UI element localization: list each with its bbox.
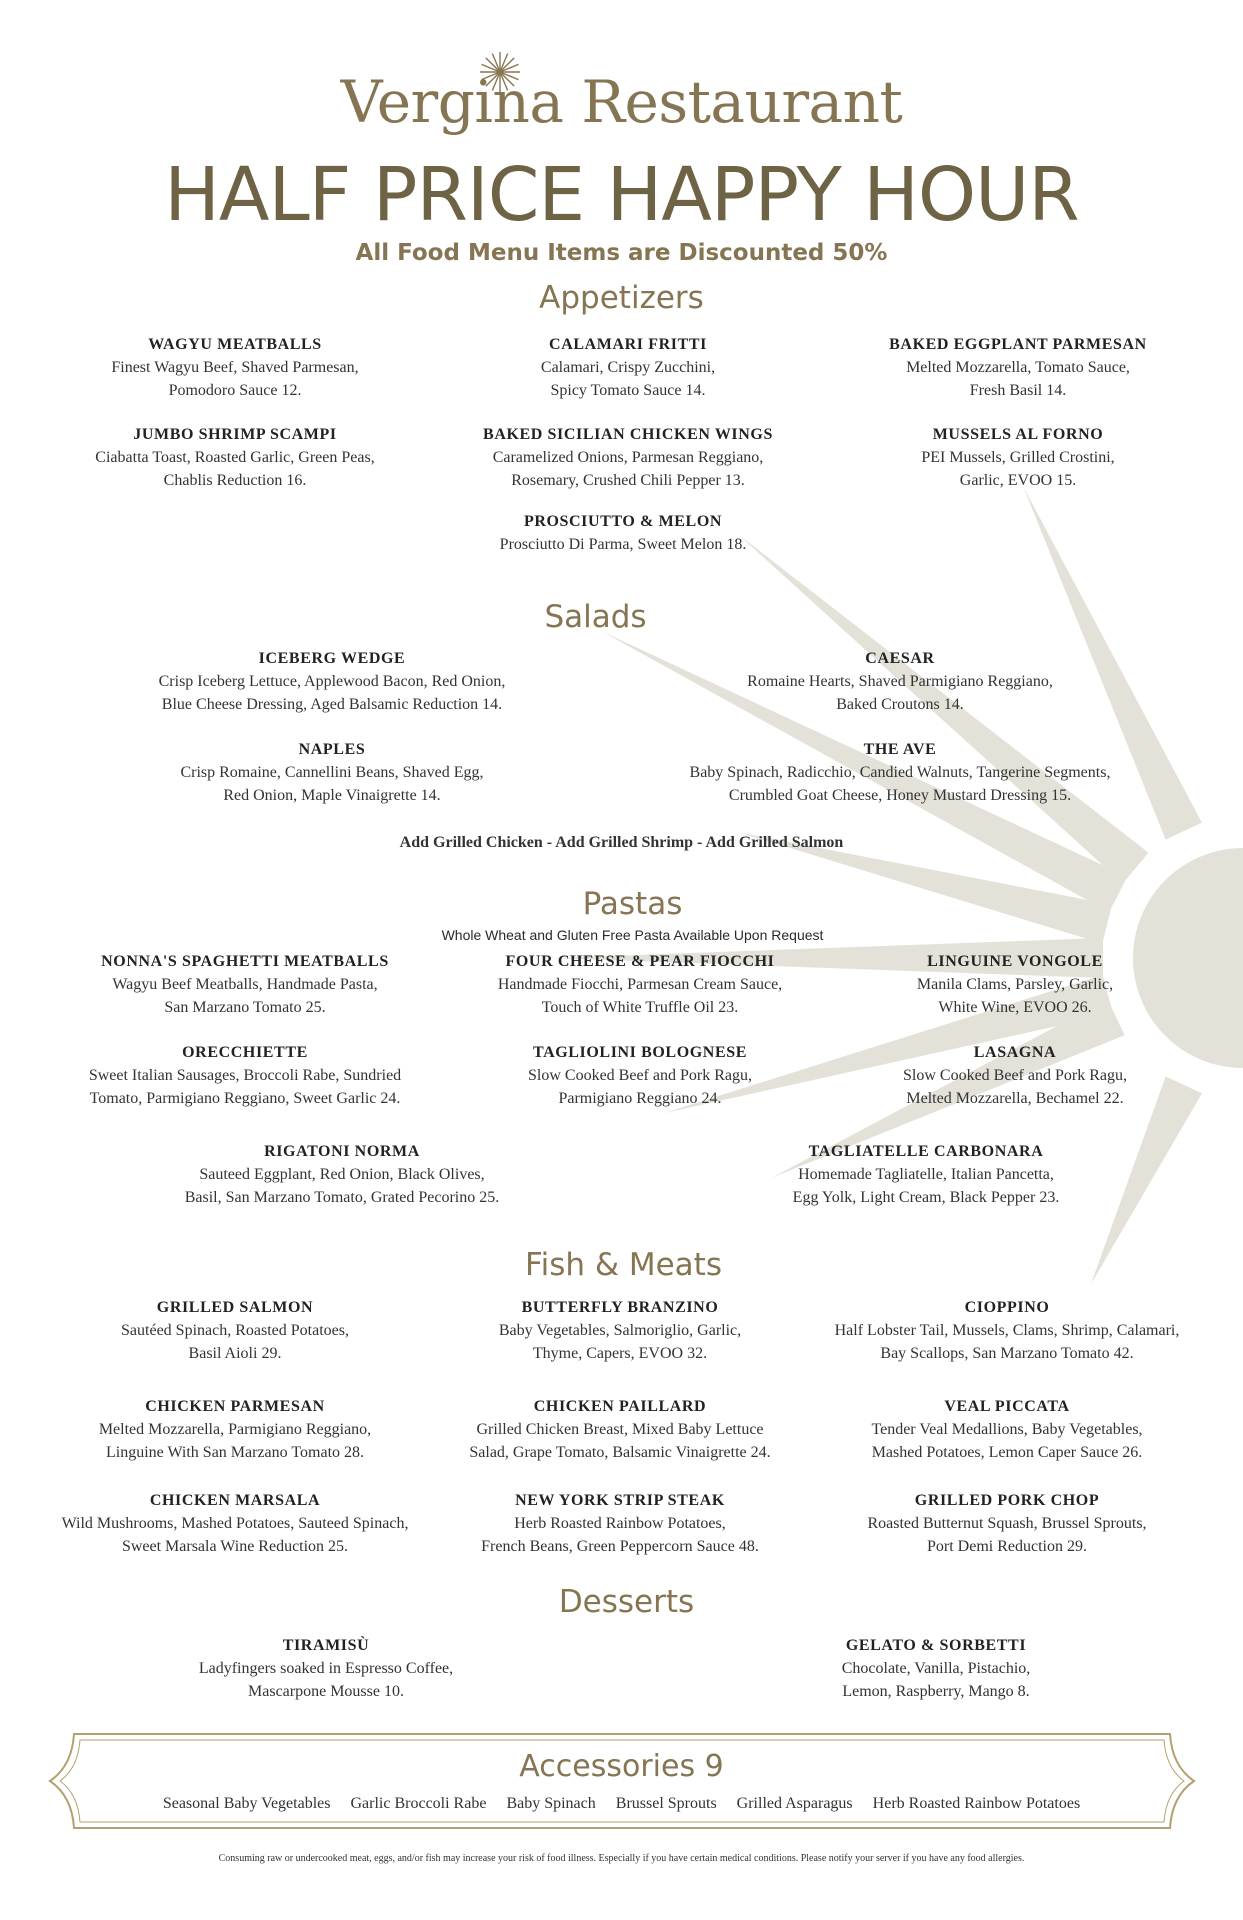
item-desc: Melted Mozzarella, Tomato Sauce, <box>906 359 1130 376</box>
menu-item <box>45 1396 425 1464</box>
food-allergy-disclaimer: Consuming raw or undercooked meat, eggs, and/or fish may increase your risk of food illness. Especially if you have certain medical conditions. Please notify your server if you have any food allergies. <box>218 1853 1025 1864</box>
section-title-appetizers: Appetizers <box>539 280 704 316</box>
menu-item <box>746 1635 1126 1703</box>
item-desc: Sweet Marsala Wine Reduction 25. <box>121 1538 349 1555</box>
item-desc: Melted Mozzarella, Parmigiano Reggiano, <box>98 1421 372 1438</box>
menu-item <box>430 1396 810 1464</box>
item-desc: Grilled Chicken Breast, Mixed Baby Lettuce <box>476 1421 764 1438</box>
item-desc: Slow Cooked Beef and Pork Ragu, <box>903 1067 1127 1084</box>
item-desc: Thyme, Capers, EVOO 32. <box>532 1345 708 1362</box>
menu-item <box>828 334 1208 402</box>
menu-item <box>828 424 1208 492</box>
item-name: MUSSELS AL FORNO <box>932 426 1104 443</box>
menu-item <box>45 334 425 402</box>
item-desc: Bay Scallops, San Marzano Tomato 42. <box>880 1345 1134 1362</box>
item-name: CHICKEN MARSALA <box>149 1492 321 1509</box>
item-desc: San Marzano Tomato 25. <box>164 999 326 1016</box>
menu-item <box>825 1042 1205 1110</box>
item-desc: Mashed Potatoes, Lemon Caper Sauce 26. <box>871 1444 1143 1461</box>
item-desc: Port Demi Reduction 29. <box>927 1538 1087 1555</box>
item-desc: Touch of White Truffle Oil 23. <box>541 999 739 1016</box>
menu-item <box>97 739 567 807</box>
accessories-list <box>0 1795 1243 1813</box>
menu-item <box>45 424 425 492</box>
item-name: RIGATONI NORMA <box>264 1143 420 1160</box>
accessory-item: Grilled Asparagus <box>736 1795 853 1812</box>
menu-item <box>438 424 818 492</box>
section-title-salads: Salads <box>544 599 647 635</box>
section-title-pastas: Pastas <box>582 886 683 922</box>
item-name: LINGUINE VONGOLE <box>927 953 1103 970</box>
item-desc: Caramelized Onions, Parmesan Reggiano, <box>492 449 764 466</box>
menu-item <box>45 1490 425 1558</box>
item-name: TAGLIOLINI BOLOGNESE <box>533 1044 747 1061</box>
section-title-desserts: Desserts <box>558 1584 695 1620</box>
item-desc: Salad, Grape Tomato, Balsamic Vinaigrette 24. <box>469 1444 771 1461</box>
item-desc: Blue Cheese Dressing, Aged Balsamic Reduction 14. <box>161 696 503 713</box>
restaurant-name: Vergina Restaurant <box>340 68 903 136</box>
menu-item <box>430 1297 810 1365</box>
salad-addons: Add Grilled Chicken - Add Grilled Shrimp - Add Grilled Salmon <box>399 834 844 851</box>
item-name: CHICKEN PAILLARD <box>533 1398 707 1415</box>
item-desc: Crisp Iceberg Lettuce, Applewood Bacon, Red Onion, <box>158 673 506 690</box>
item-desc: Crumbled Goat Cheese, Honey Mustard Dressing 15. <box>728 787 1072 804</box>
item-desc: Chablis Reduction 16. <box>163 472 307 489</box>
item-desc: Half Lobster Tail, Mussels, Clams, Shrimp, Calamari, <box>834 1322 1180 1339</box>
item-desc: Ladyfingers soaked in Espresso Coffee, <box>198 1660 454 1677</box>
pasta-note: Whole Wheat and Gluten Free Pasta Available Upon Request <box>441 927 824 943</box>
item-name: WAGYU MEATBALLS <box>148 336 322 353</box>
menu-item <box>430 1490 810 1558</box>
menu-item <box>450 951 830 1019</box>
item-desc: Spicy Tomato Sauce 14. <box>550 382 706 399</box>
menu-item <box>665 648 1135 716</box>
menu-item <box>438 334 818 402</box>
item-desc: Lemon, Raspberry, Mango 8. <box>842 1683 1030 1700</box>
item-name: JUMBO SHRIMP SCAMPI <box>133 426 337 443</box>
item-desc: Linguine With San Marzano Tomato 28. <box>105 1444 365 1461</box>
item-desc: French Beans, Green Peppercorn Sauce 48. <box>481 1538 759 1555</box>
item-desc: Crisp Romaine, Cannellini Beans, Shaved Egg, <box>180 764 484 781</box>
item-desc: Homemade Tagliatelle, Italian Pancetta, <box>798 1166 1054 1183</box>
item-desc: Prosciutto Di Parma, Sweet Melon 18. <box>499 536 747 553</box>
item-desc: Red Onion, Maple Vinaigrette 14. <box>223 787 441 804</box>
item-desc: Basil Aioli 29. <box>188 1345 282 1362</box>
item-desc: White Wine, EVOO 26. <box>938 999 1092 1016</box>
item-name: TIRAMISÙ <box>282 1637 370 1654</box>
accessory-item: Seasonal Baby Vegetables <box>162 1795 331 1812</box>
item-desc: Sauteed Eggplant, Red Onion, Black Olives, <box>199 1166 485 1183</box>
item-desc: Handmade Fiocchi, Parmesan Cream Sauce, <box>497 976 783 993</box>
item-desc: Herb Roasted Rainbow Potatoes, <box>514 1515 726 1532</box>
item-name: NAPLES <box>298 741 366 758</box>
item-desc: Egg Yolk, Light Cream, Black Pepper 23. <box>792 1189 1060 1206</box>
menu-item <box>55 951 435 1019</box>
item-desc: Tender Veal Medallions, Baby Vegetables, <box>871 1421 1143 1438</box>
item-name: NONNA'S SPAGHETTI MEATBALLS <box>101 953 389 970</box>
menu-item <box>136 1635 516 1703</box>
item-desc: Mascarpone Mousse 10. <box>248 1683 404 1700</box>
menu-item <box>817 1396 1197 1464</box>
section-title-accessories: Accessories 9 <box>519 1749 724 1784</box>
item-desc: Slow Cooked Beef and Pork Ragu, <box>528 1067 752 1084</box>
item-desc: Parmigiano Reggiano 24. <box>558 1090 722 1107</box>
item-desc: Baked Croutons 14. <box>836 696 964 713</box>
headline: HALF PRICE HAPPY HOUR <box>164 152 1079 238</box>
item-name: LASAGNA <box>973 1044 1057 1061</box>
item-name: THE AVE <box>863 741 937 758</box>
item-name: ICEBERG WEDGE <box>258 650 406 667</box>
item-name: ORECCHIETTE <box>182 1044 308 1061</box>
item-name: GRILLED SALMON <box>156 1299 314 1316</box>
item-desc: Rosemary, Crushed Chili Pepper 13. <box>511 472 745 489</box>
menu-item <box>97 648 567 716</box>
menu-item <box>152 1141 532 1209</box>
accessory-item: Brussel Sprouts <box>615 1795 717 1812</box>
item-desc: Baby Vegetables, Salmoriglio, Garlic, <box>498 1322 742 1339</box>
menu-item <box>433 511 813 556</box>
item-desc: Ciabatta Toast, Roasted Garlic, Green Peas, <box>95 449 375 466</box>
menu-item <box>45 1297 425 1365</box>
item-desc: Roasted Butternut Squash, Brussel Sprouts, <box>867 1515 1147 1532</box>
item-desc: Sweet Italian Sausages, Broccoli Rabe, Sundried <box>88 1067 402 1084</box>
menu-item <box>55 1042 435 1110</box>
item-name: TAGLIATELLE CARBONARA <box>808 1143 1044 1160</box>
item-desc: Basil, San Marzano Tomato, Grated Pecorino 25. <box>184 1189 500 1206</box>
item-name: CALAMARI FRITTI <box>549 336 707 353</box>
menu-item <box>825 951 1205 1019</box>
item-name: GRILLED PORK CHOP <box>914 1492 1100 1509</box>
menu-item <box>817 1297 1197 1365</box>
item-name: CHICKEN PARMESAN <box>145 1398 325 1415</box>
item-desc: Romaine Hearts, Shaved Parmigiano Reggiano, <box>747 673 1053 690</box>
item-desc: Melted Mozzarella, Bechamel 22. <box>906 1090 1124 1107</box>
item-desc: Garlic, EVOO 15. <box>959 472 1077 489</box>
menu-item <box>450 1042 830 1110</box>
item-desc: Finest Wagyu Beef, Shaved Parmesan, <box>111 359 359 376</box>
section-title-fish-meats: Fish & Meats <box>525 1247 722 1283</box>
item-name: BAKED EGGPLANT PARMESAN <box>889 336 1147 353</box>
accessory-item: Herb Roasted Rainbow Potatoes <box>872 1795 1081 1812</box>
item-desc: Baby Spinach, Radicchio, Candied Walnuts, Tangerine Segments, <box>689 764 1111 781</box>
item-name: CAESAR <box>865 650 935 667</box>
subhead: All Food Menu Items are Discounted 50% <box>355 240 888 266</box>
item-desc: Calamari, Crispy Zucchini, <box>540 359 716 376</box>
item-desc: Fresh Basil 14. <box>969 382 1067 399</box>
item-name: NEW YORK STRIP STEAK <box>515 1492 725 1509</box>
item-desc: Pomodoro Sauce 12. <box>168 382 302 399</box>
item-name: BUTTERFLY BRANZINO <box>521 1299 719 1316</box>
item-desc: Wild Mushrooms, Mashed Potatoes, Sauteed Spinach, <box>61 1515 409 1532</box>
item-name: GELATO & SORBETTI <box>845 1637 1027 1654</box>
item-desc: Sautéed Spinach, Roasted Potatoes, <box>121 1322 349 1339</box>
item-name: CIOPPINO <box>964 1299 1050 1316</box>
item-name: PROSCIUTTO & MELON <box>523 513 723 530</box>
item-desc: Chocolate, Vanilla, Pistachio, <box>841 1660 1031 1677</box>
item-name: FOUR CHEESE & PEAR FIOCCHI <box>505 953 775 970</box>
menu-item <box>640 739 1160 807</box>
menu-item <box>817 1490 1197 1558</box>
item-desc: Tomato, Parmigiano Reggiano, Sweet Garlic 24. <box>89 1090 401 1107</box>
accessory-item: Baby Spinach <box>506 1795 596 1812</box>
item-desc: Manila Clams, Parsley, Garlic, <box>916 976 1114 993</box>
menu-item <box>736 1141 1116 1209</box>
item-name: BAKED SICILIAN CHICKEN WINGS <box>483 426 773 443</box>
item-desc: Wagyu Beef Meatballs, Handmade Pasta, <box>112 976 378 993</box>
item-name: VEAL PICCATA <box>944 1398 1070 1415</box>
item-desc: PEI Mussels, Grilled Crostini, <box>921 449 1115 466</box>
accessory-item: Garlic Broccoli Rabe <box>350 1795 487 1812</box>
